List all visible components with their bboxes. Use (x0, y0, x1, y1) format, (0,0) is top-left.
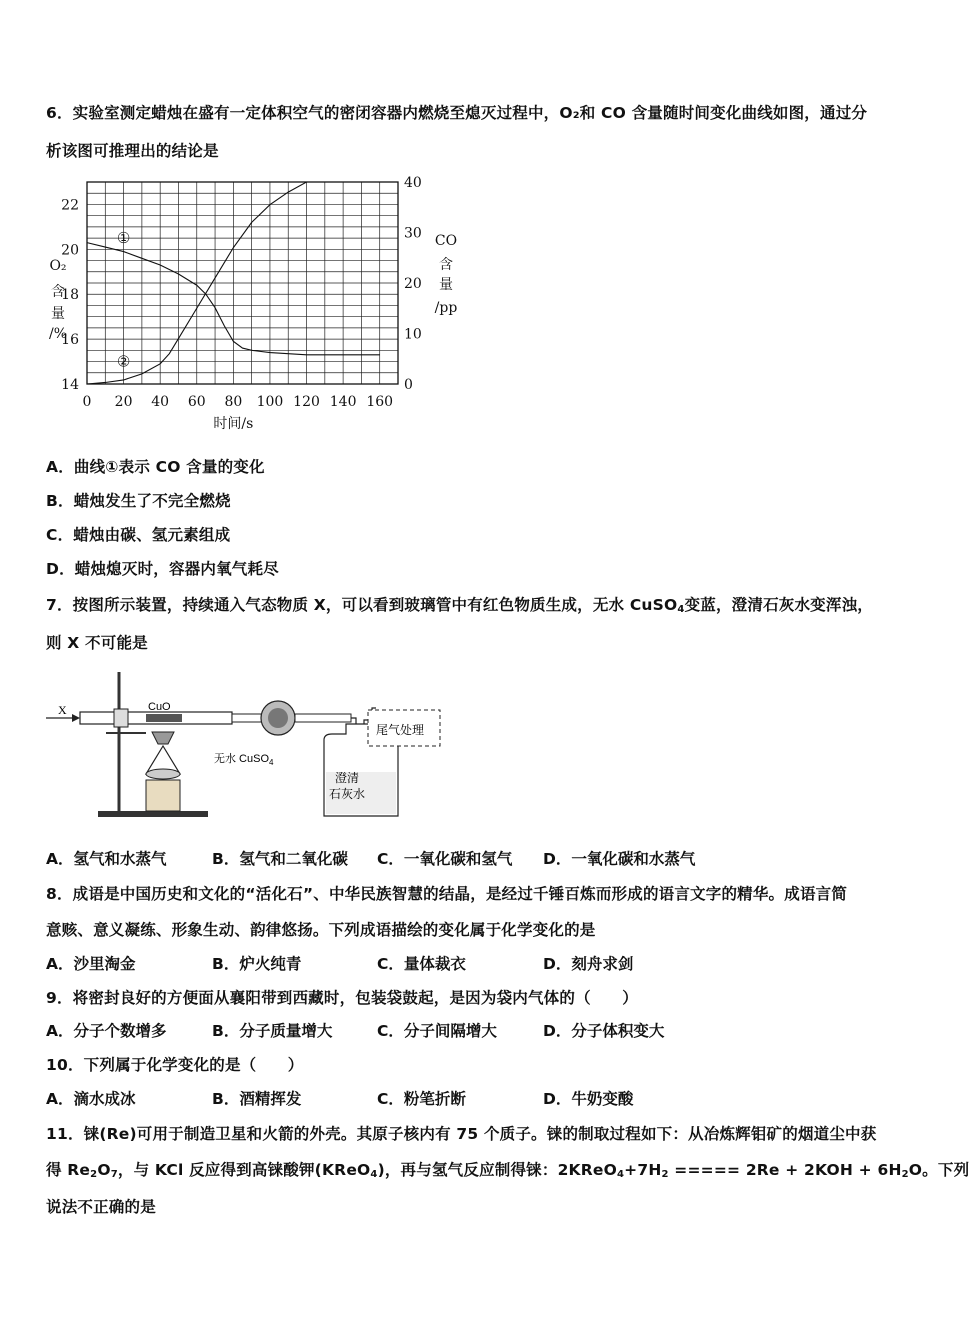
q10-stem: 10．下列属于化学变化的是（ ） (46, 1056, 304, 1074)
anhydrous-cuso4-label: 无水 CuSO$_4$ (214, 753, 274, 767)
q10-option-d[interactable]: D．牛奶变酸 (543, 1090, 634, 1108)
left-tick-label: 14 (61, 377, 79, 393)
stand-base (98, 811, 208, 817)
q11-stem-line2: 得 $Re_2O_7$，与 KCl 反应得到高铼酸钾(KReO$_4$)，再与氢气反应制得铼：$2KReO_4+7H_2$ ===== $2Re + 2KOH + 6H_2O$。下列 (46, 1161, 969, 1180)
q11-stem-line3: 说法不正确的是 (46, 1198, 156, 1216)
flame (152, 732, 174, 744)
left-axis-label: /% (48, 326, 68, 342)
q6-option-d[interactable]: D．蜡烛熄灭时，容器内氧气耗尽 (46, 560, 279, 578)
x-tick-label: 140 (329, 394, 357, 410)
x-tick-label: 80 (224, 394, 243, 410)
q7-stem-line1: 7．按图所示装置，持续通入气态物质 X，可以看到玻璃管中有红色物质生成，无水 CuSO$_4$变蓝，澄清石灰水变浑浊， (46, 596, 873, 615)
q8-stem-line2: 意赅、意义凝练、形象生动、韵律悠扬。下列成语描绘的变化属于化学变化的是 (46, 921, 596, 939)
q7-option-a[interactable]: A．氢气和水蒸气 (46, 850, 167, 868)
right-axis-label: CO (434, 233, 458, 249)
cuso4-granules (268, 708, 288, 728)
cuo-label: CuO (148, 701, 171, 713)
chart-ticks (61, 175, 422, 410)
right-tick-label: 20 (404, 276, 422, 292)
rubber-connector (232, 714, 264, 722)
q7-option-d[interactable]: D．一氧化碳和水蒸气 (543, 850, 696, 868)
limewater-label-2: 石灰水 (329, 787, 366, 801)
right-axis-label: 量 (439, 277, 453, 293)
x-tick-label: 20 (114, 394, 133, 410)
apparatus-diagram (46, 668, 466, 828)
left-tick-label: 16 (61, 332, 79, 349)
q8-option-c[interactable]: C．量体裁衣 (377, 955, 466, 973)
tube-clamp (114, 709, 128, 727)
q6-stem-line1: 6．实验室测定蜡烛在盛有一定体积空气的密闭容器内燃烧至熄灭过程中，O₂和 CO 含量随时间变化曲线如图，通过分 (46, 104, 868, 122)
q7-stem-line2: 则 X 不可能是 (46, 634, 148, 652)
tail-gas-label: 尾气处理 (376, 723, 425, 737)
q9-stem: 9．将密封良好的方便面从襄阳带到西藏时，包装袋鼓起，是因为袋内气体的（ ） (46, 989, 638, 1007)
q9-option-b[interactable]: B．分子质量增大 (212, 1022, 333, 1040)
q9-option-a[interactable]: A．分子个数增多 (46, 1022, 167, 1040)
cuo-powder (146, 714, 182, 722)
q6-option-c[interactable]: C．蜡烛由碳、氢元素组成 (46, 526, 231, 544)
q6-stem-line2: 析该图可推理出的结论是 (46, 142, 219, 160)
x-axis-label: 时间/s (213, 416, 254, 432)
right-axis-label: 含 (439, 257, 453, 273)
q9-option-d[interactable]: D．分子体积变大 (543, 1022, 665, 1040)
limewater-label-1: 澄清 (335, 771, 360, 785)
inlet-arrow-head (72, 714, 80, 722)
lamp-base (146, 769, 180, 779)
q8-stem-line1: 8．成语是中国历史和文化的“活化石”、中华民族智慧的结晶，是经过千锤百炼而形成的语言文字的精华。成语言简 (46, 885, 848, 903)
outlet-tube (295, 714, 351, 722)
left-tick-label: 22 (61, 197, 79, 214)
x-tick-label: 160 (366, 394, 394, 410)
x-tick-label: 60 (187, 394, 206, 410)
wood-block (146, 780, 180, 811)
q10-option-b[interactable]: B．酒精挥发 (212, 1090, 302, 1108)
q10-option-a[interactable]: A．滴水成冰 (46, 1090, 136, 1108)
x-tick-label: 40 (151, 394, 170, 410)
q9-option-c[interactable]: C．分子间隔增大 (377, 1022, 497, 1040)
curve-label-2: ② (116, 352, 131, 371)
left-axis-label: 量 (51, 306, 65, 322)
right-tick-label: 30 (404, 225, 422, 242)
left-tick-label: 20 (61, 242, 79, 259)
left-axis-label: O₂ (49, 258, 67, 274)
o2-co-chart (40, 175, 480, 440)
chart-grid (87, 182, 398, 384)
right-tick-label: 0 (404, 377, 413, 393)
right-axis-label: /pp (434, 300, 458, 316)
chart-labels (49, 229, 457, 432)
left-tick-label: 18 (61, 287, 79, 304)
inlet-label: X (58, 703, 67, 717)
q10-option-c[interactable]: C．粉笔折断 (377, 1090, 466, 1108)
q7-option-c[interactable]: C．一氧化碳和氢气 (377, 850, 513, 868)
curve-label-1: ① (116, 229, 131, 248)
right-tick-label: 10 (404, 326, 422, 343)
q11-stem-line1: 11．铼(Re)可用于制造卫星和火箭的外壳。其原子核内有 75 个质子。铼的制取过程如下：从冶炼辉钼矿的烟道尘中获 (46, 1125, 877, 1143)
right-tick-label: 40 (404, 175, 422, 191)
x-tick-label: 100 (256, 394, 284, 410)
x-tick-label: 0 (82, 394, 92, 410)
q7-option-b[interactable]: B．氢气和二氧化碳 (212, 850, 348, 868)
q8-option-b[interactable]: B．炉火纯青 (212, 955, 302, 973)
left-axis-label: 含 (51, 284, 65, 300)
q6-option-a[interactable]: A．曲线①表示 CO 含量的变化 (46, 458, 265, 476)
q8-option-a[interactable]: A．沙里淘金 (46, 955, 136, 973)
x-tick-label: 120 (293, 394, 320, 410)
q8-option-d[interactable]: D．刻舟求剑 (543, 955, 634, 973)
q6-option-b[interactable]: B．蜡烛发生了不完全燃烧 (46, 492, 231, 510)
